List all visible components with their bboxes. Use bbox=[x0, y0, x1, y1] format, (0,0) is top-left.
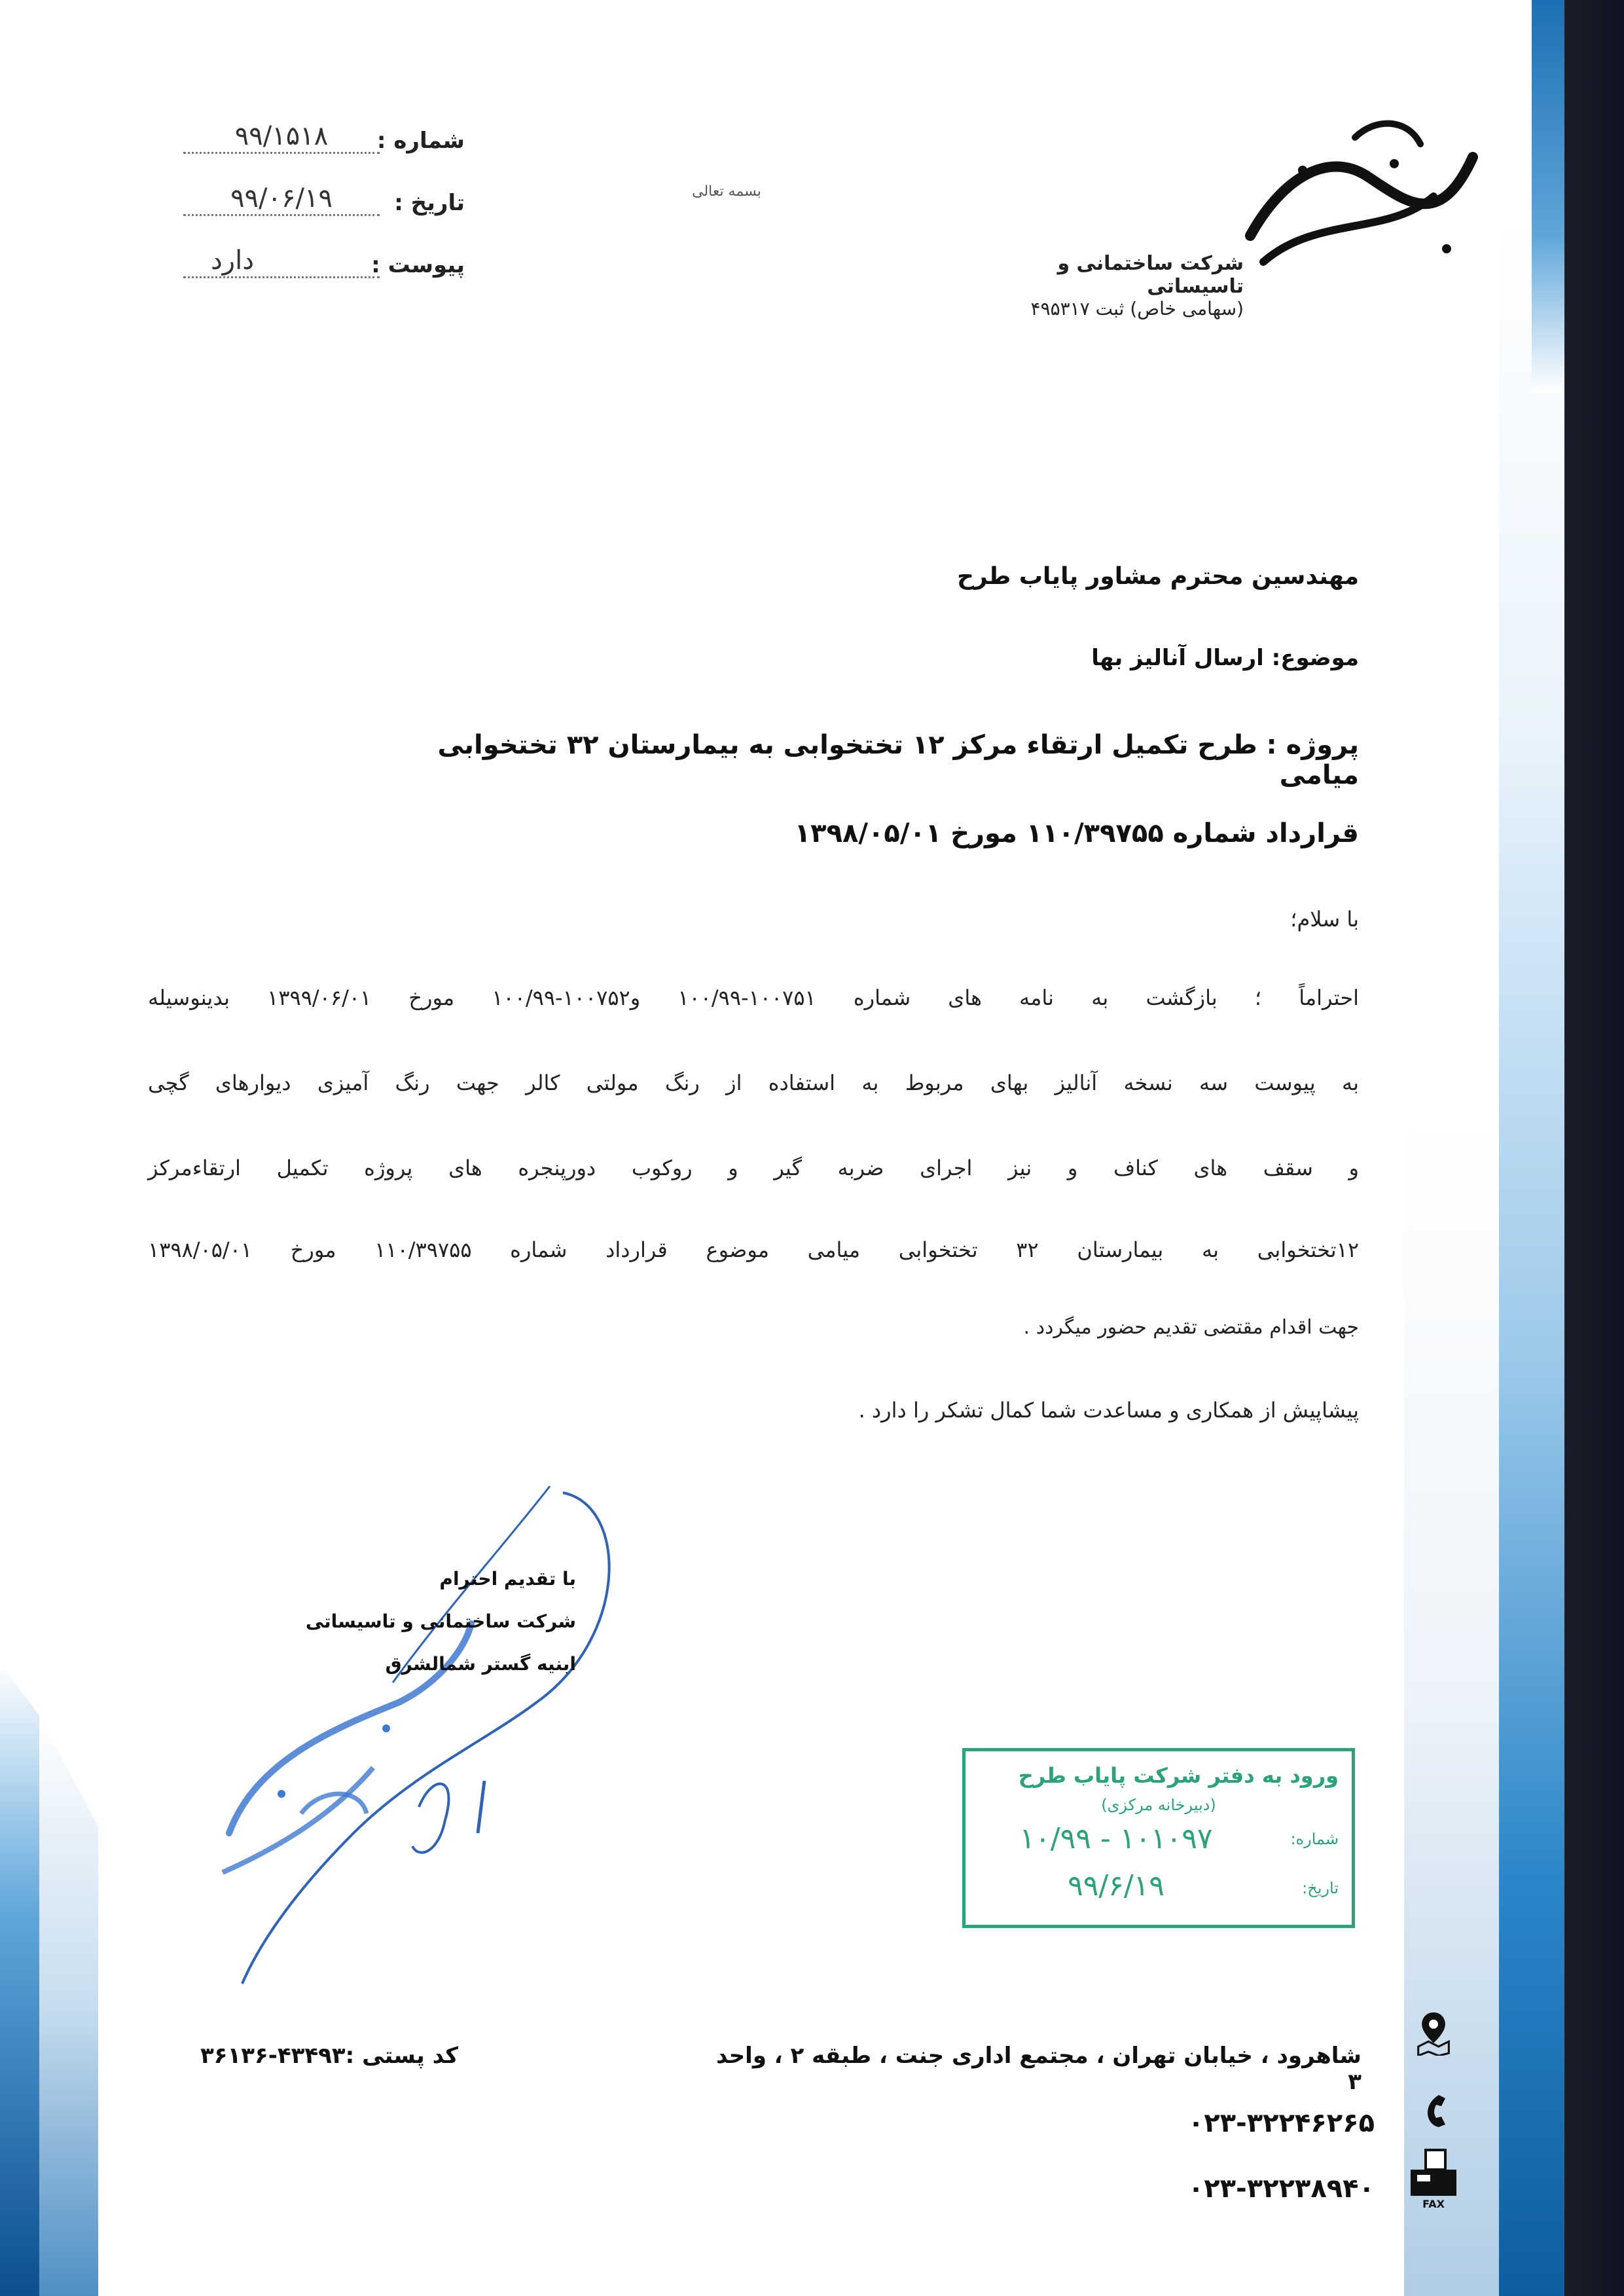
closing-thanks: پیشاپیش از همکاری و مساعدت شما کمال تشکر را دارد . bbox=[858, 1398, 1359, 1423]
right-decorative-band-blue bbox=[1499, 216, 1568, 2296]
body-line-4: ۱۲تختخوابی به بیمارستان ۳۲ تختخوابی میامی موضوع قرارداد شماره ۱۱۰/۳۹۷۵۵ مورخ ۱۳۹۸/۰۵/۰۱ bbox=[148, 1237, 1360, 1262]
receipt-stamp-subtitle: (دبیرخانه مرکزی) bbox=[1101, 1796, 1216, 1814]
company-name: شرکت ساختمانی و تاسیساتی bbox=[1057, 252, 1244, 298]
greeting: با سلام؛ bbox=[1290, 907, 1359, 932]
location-pin-icon bbox=[1411, 2010, 1456, 2056]
date-value: ۹۹/۰۶/۱۹ bbox=[230, 183, 333, 213]
project-title: پروژه : طرح تکمیل ارتقاء مرکز ۱۲ تختخوابی به بیمارستان ۳۲ تختخوابی میامی bbox=[437, 730, 1359, 790]
footer-address: شاهرود ، خیابان تهران ، مجتمع اداری جنت ، طبقه ۲ ، واحد ۳ bbox=[716, 2043, 1362, 2095]
right-decorative-band-top bbox=[1532, 0, 1568, 393]
company-logo bbox=[1224, 98, 1499, 288]
right-decorative-band-dark bbox=[1564, 0, 1624, 2296]
attachment-dotline bbox=[183, 276, 380, 278]
fax-label: FAX bbox=[1422, 2198, 1445, 2210]
number-dotline bbox=[183, 152, 380, 154]
receipt-date-label: تاریخ: bbox=[1302, 1879, 1339, 1897]
left-decorative-band bbox=[0, 1663, 111, 2296]
number-value: ۹۹/۱۵۱۸ bbox=[234, 121, 329, 151]
subject: موضوع: ارسال آنالیز بها bbox=[1091, 645, 1359, 671]
receipt-date-value: ۹۹/۶/۱۹ bbox=[1068, 1869, 1164, 1903]
signature-line-2: شرکت ساختمانی و تاسیساتی bbox=[305, 1611, 576, 1632]
contract-reference: قرارداد شماره ۱۱۰/۳۹۷۵۵ مورخ ۱۳۹۸/۰۵/۰۱ bbox=[794, 818, 1359, 848]
date-label: تاریخ : bbox=[394, 190, 465, 216]
body-line-1: احتراماً ؛ بازگشت به نامه های شماره ۱۰۰۷۵۱-۱۰۰/۹۹ و۱۰۰۷۵۲-۱۰۰/۹۹ مورخ ۱۳۹۹/۰۶/۰۱ بدینوسیله bbox=[148, 985, 1360, 1010]
phone-icon bbox=[1419, 2092, 1449, 2128]
signature-line-1: با تقدیم احترام bbox=[439, 1568, 576, 1590]
body-line-5: جهت اقدام مقتضی تقدیم حضور میگردد . bbox=[1023, 1316, 1359, 1339]
receipt-stamp bbox=[962, 1748, 1355, 1928]
fax-icon bbox=[1407, 2147, 1460, 2210]
footer-postal-code: کد پستی :۴۳۴۹۳-۳۶۱۳۶ bbox=[200, 2043, 458, 2069]
receipt-stamp-title: ورود به دفتر شرکت پایاب طرح bbox=[1018, 1763, 1339, 1788]
company-registration: (سهامی خاص) ثبت ۴۹۵۳۱۷ bbox=[1030, 298, 1244, 319]
footer-fax: ۰۲۳-۳۲۲۳۸۹۴۰ bbox=[1187, 2174, 1375, 2204]
attachment-label: پیوست : bbox=[371, 252, 465, 278]
receipt-number-value: ۱۰/۹۹ - ۱۰۱۰۹۷ bbox=[1019, 1822, 1213, 1855]
right-decorative-band-light bbox=[1404, 327, 1502, 2296]
body-line-3: و سقف های کناف و نیز اجرای ضربه گیر و روکوب دورپنجره های پروژه تکمیل ارتقاءمرکز bbox=[148, 1156, 1359, 1180]
receipt-number-label: شماره: bbox=[1290, 1830, 1339, 1848]
footer-phone: ۰۲۳-۳۲۲۴۶۲۶۵ bbox=[1187, 2108, 1375, 2138]
bismillah: بسمه تعالی bbox=[692, 183, 761, 200]
number-label: شماره : bbox=[376, 128, 465, 154]
body-line-2: به پیوست سه نسخه آنالیز بهای مربوط به استفاده از رنگ مولتی کالر جهت رنگ آمیزی دیوارهای گچی bbox=[148, 1070, 1359, 1095]
signature-line-3: ابنیه گستر شمالشرق bbox=[385, 1653, 576, 1675]
attachment-value: دارد bbox=[210, 246, 255, 276]
date-dotline bbox=[183, 214, 380, 216]
company-seal bbox=[203, 1597, 491, 1912]
recipient: مهندسین محترم مشاور پایاب طرح bbox=[957, 563, 1359, 590]
